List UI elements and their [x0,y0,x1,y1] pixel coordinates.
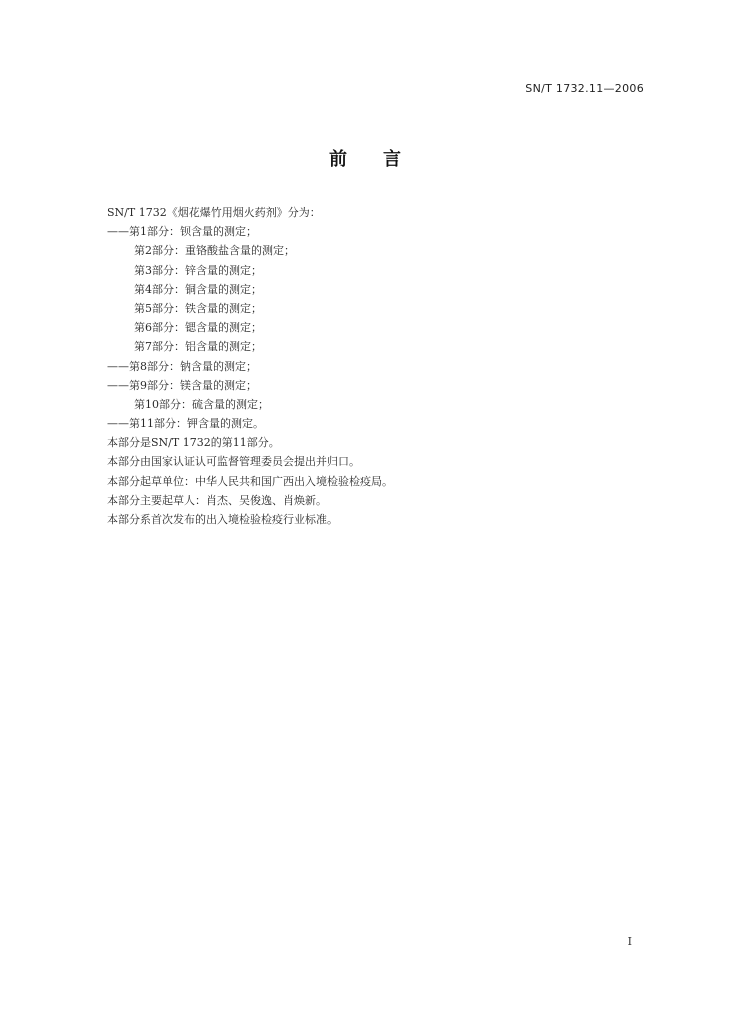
list-item: 第7部分：铝含量的测定； [134,340,262,354]
list-item: ——第8部分：钠含量的测定； [107,359,257,373]
standard-code: SN/T 1732.11—2006 [525,82,644,95]
list-item: 第2部分：重铬酸盐含量的测定； [134,244,295,258]
list-item: 第6部分：锶含量的测定； [134,321,262,335]
statement-line: 本部分系首次发布的出入境检验检疫行业标准。 [107,513,338,526]
statement-line: 本部分由国家认证认可监督管理委员会提出并归口。 [107,455,360,469]
list-item: 第4部分：铜含量的测定； [134,282,262,296]
foreword-body [107,203,627,529]
statement-line: 本部分主要起草人：肖杰、吴俊逸、肖焕新。 [107,493,327,507]
list-item: ——第1部分：钡含量的测定； [107,225,257,239]
page-title: 前言 [329,149,437,170]
page-number: I [627,935,632,948]
list-item: 第3部分：锌含量的测定； [134,263,262,277]
intro-line: SN/T 1732《烟花爆竹用烟火药剂》分为： [107,206,321,219]
list-item: ——第9部分：镁含量的测定； [107,378,257,392]
list-item: 第10部分：硫含量的测定； [134,397,269,411]
list-item: 第5部分：铁含量的测定； [134,301,262,315]
statement-line: 本部分是SN/T 1732的第11部分。 [107,436,280,450]
statement-line: 本部分起草单位：中华人民共和国广西出入境检验检疫局。 [107,474,393,488]
list-item: ——第11部分：钾含量的测定。 [107,417,264,431]
